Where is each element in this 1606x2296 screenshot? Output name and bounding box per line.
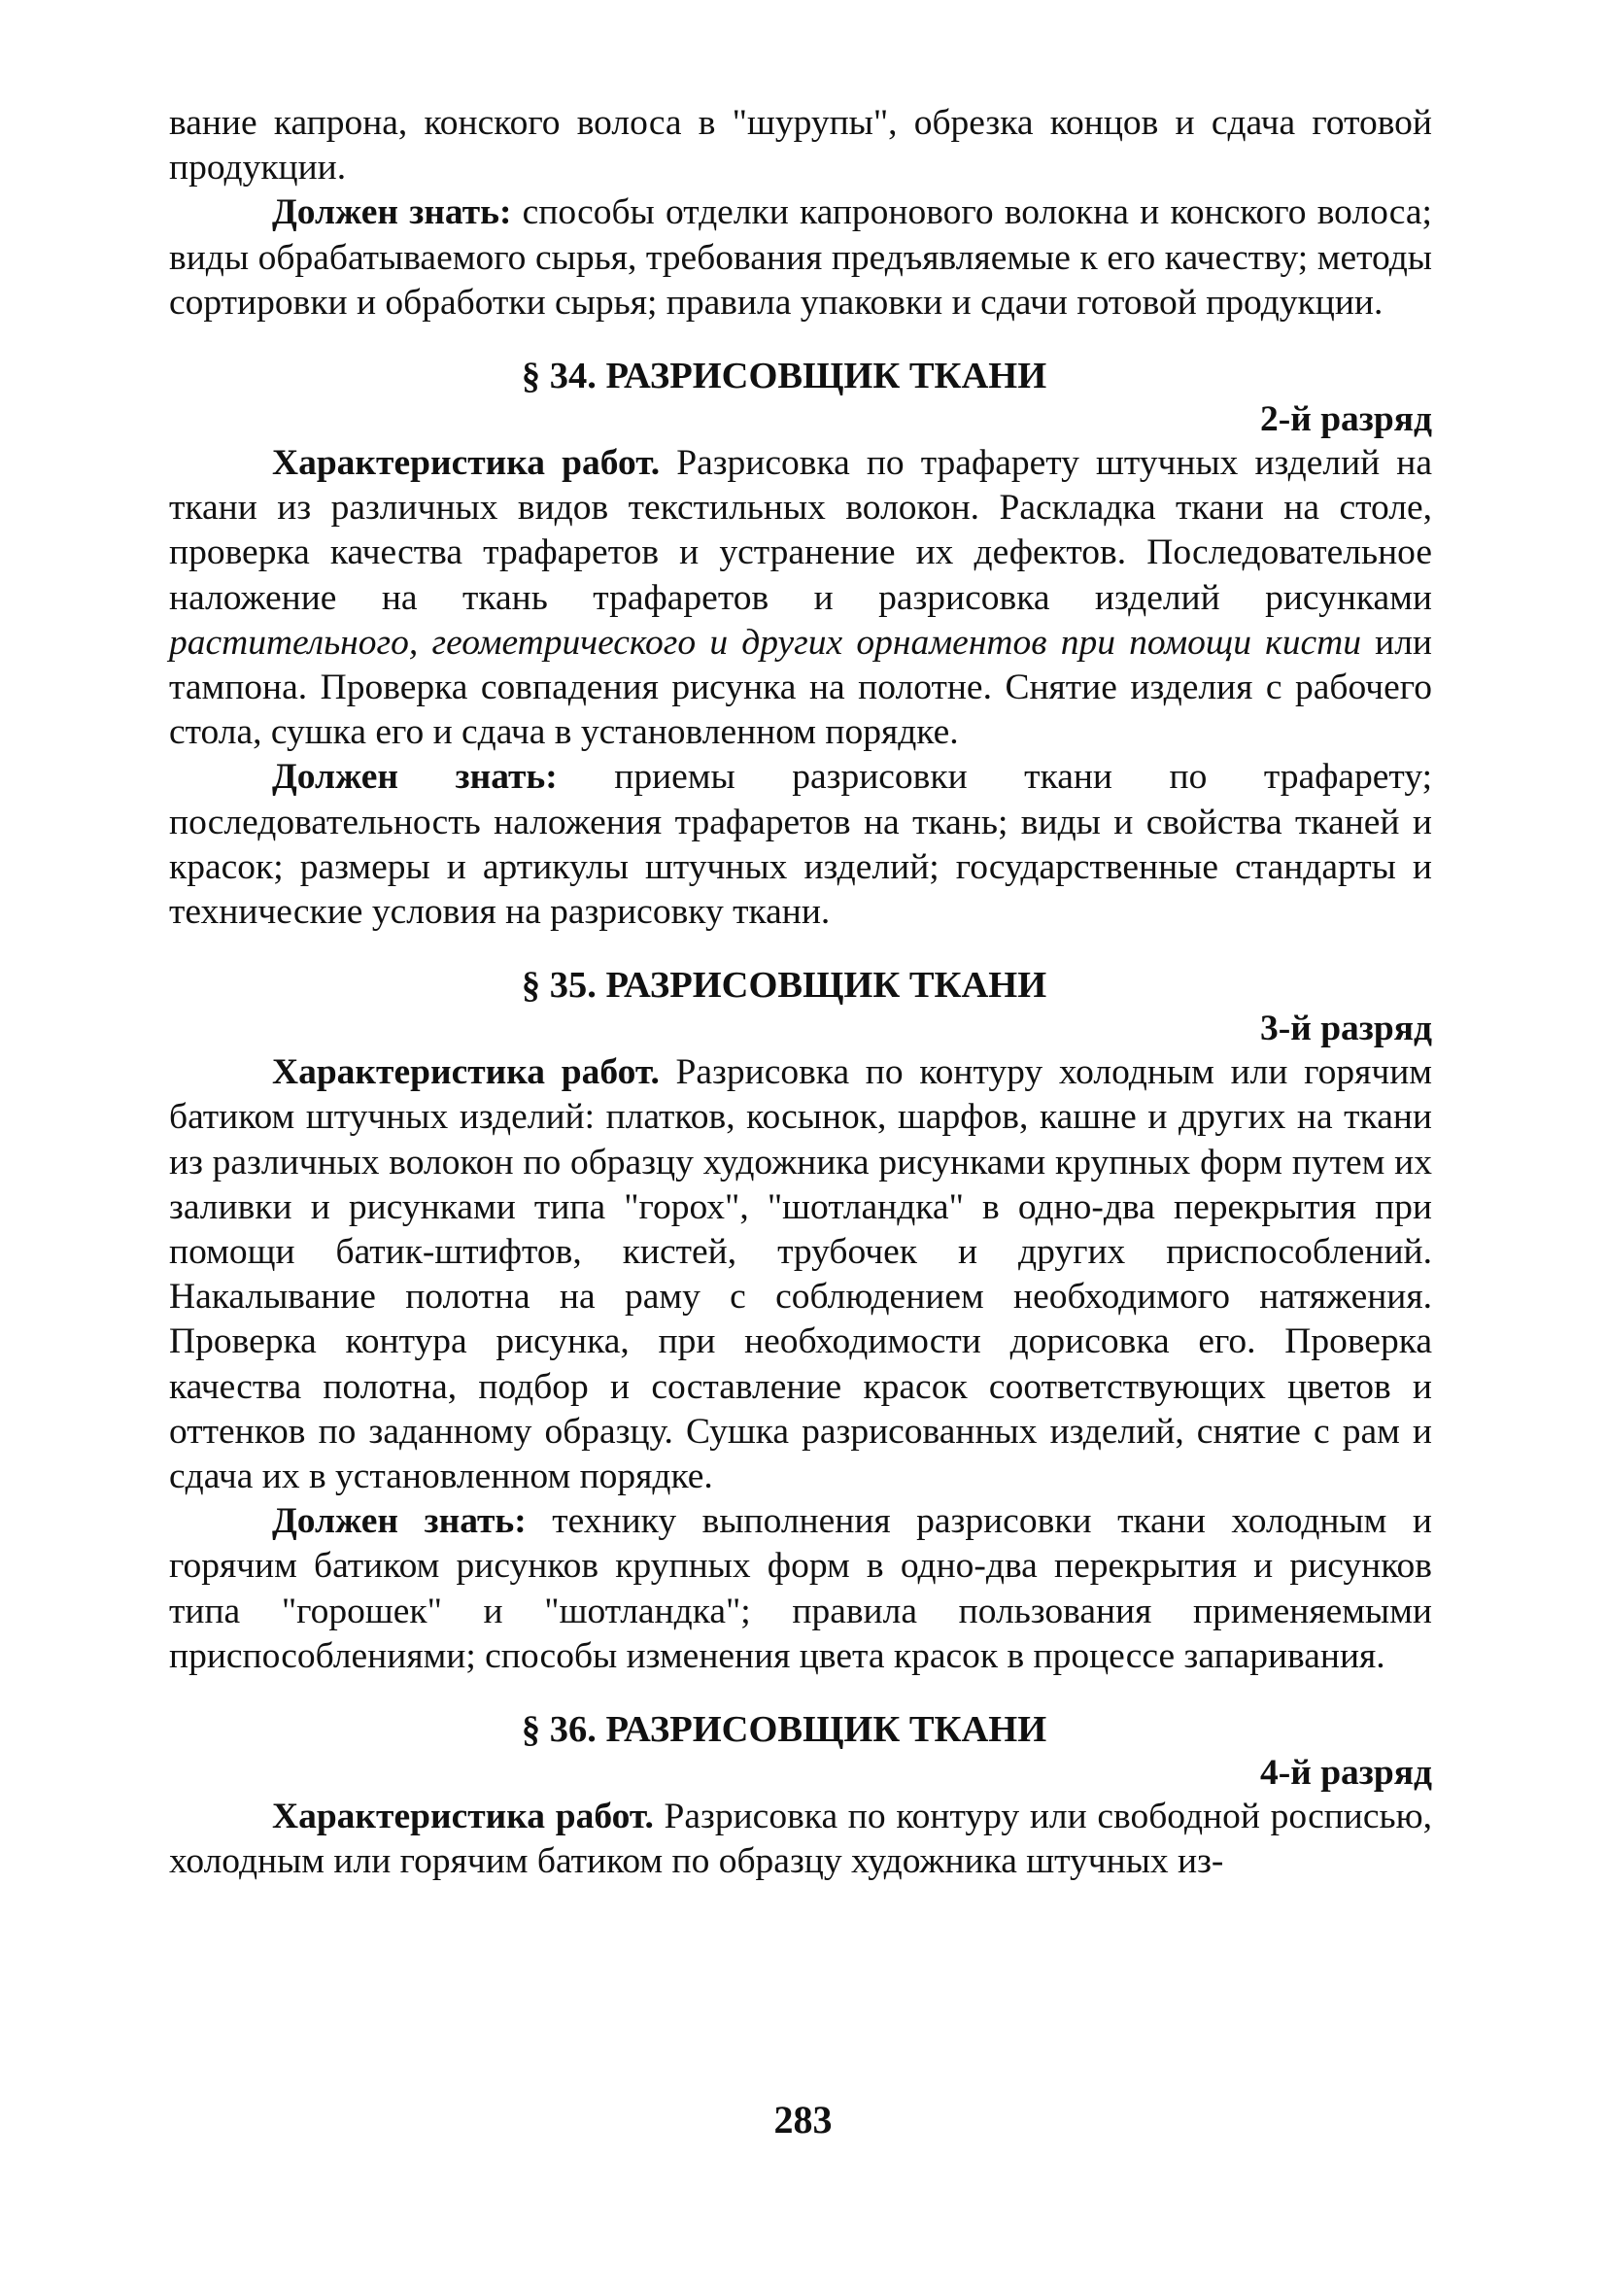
section-34-knowledge: [169, 755, 1432, 935]
section-spacer: [169, 1679, 1432, 1707]
section-34-knowledge-label: Должен знать:: [272, 757, 558, 798]
section-34-characteristics-text-b: или тампона. Проверка совпадения рисунка на полотне. Снятие изделия с рабочего стола, сушка его и сдача в установленном порядке.: [169, 622, 1432, 753]
section-34-rank: 2-й разряд: [1259, 399, 1432, 440]
section-35-knowledge: [169, 1499, 1432, 1679]
section-spacer: [169, 935, 1432, 963]
intro-knowledge-paragraph: [169, 190, 1432, 326]
intro-text: вание капрона, конского волоса в "шурупы", обрезка концов и сдача готовой продукции.: [169, 103, 1432, 188]
section-36-heading: § 36. РАЗРИСОВЩИК ТКАНИ: [521, 1709, 1047, 1751]
section-spacer: [169, 326, 1432, 354]
section-36-characteristics-text: Разрисовка по контуру или свободной росписью, холодным или горячим батиком по образцу художника штучных из-: [169, 1797, 1433, 1882]
section-35-knowledge-text: технику выполнения разрисовки ткани холодным и горячим батиком рисунков крупных форм в одно-два перекрытия и рисунков типа "горошек" и "шотландка"; правила пользования применяемыми приспособлениями; способы изменения цвета красок в процессе запаривания.: [169, 1501, 1432, 1676]
section-34-characteristics-label: Характеристика работ.: [272, 443, 661, 484]
intro-knowledge-label: Должен знать:: [272, 192, 512, 233]
section-35-heading: § 35. РАЗРИСОВЩИК ТКАНИ: [521, 965, 1047, 1007]
section-35-characteristics: [169, 1050, 1432, 1499]
section-34-characteristics-italic: растительного, геометрического и других орнаментов при помощи кисти: [169, 622, 1361, 663]
section-36-rank: 4-й разряд: [1259, 1753, 1432, 1794]
intro-knowledge-text: способы отделки капронового волокна и конского волоса; виды обрабатываемого сырья, требования предъявляемые к его качеству; методы сортировки и обработки сырья; правила упаковки и сдачи готовой продукции.: [169, 192, 1432, 323]
section-34-characteristics-text-a: Разрисовка по трафарету штучных изделий на ткани из различных видов текстильных волокон. Раскладка ткани на столе, проверка качества трафаретов и устранение их дефектов. Последовательное наложение на ткань трафаретов и разрисовка изделий рисунками: [169, 443, 1432, 618]
section-35-rank: 3-й разряд: [1259, 1009, 1432, 1049]
section-36-characteristics-label: Характеристика работ.: [272, 1797, 654, 1837]
section-34-heading: § 34. РАЗРИСОВЩИК ТКАНИ: [521, 356, 1047, 397]
section-35-characteristics-label: Характеристика работ.: [272, 1052, 660, 1093]
intro-paragraph: [169, 101, 1432, 190]
section-35-knowledge-label: Должен знать:: [272, 1501, 527, 1542]
section-35-characteristics-text: Разрисовка по контуру холодным или горячим батиком штучных изделий: платков, косынок, шарфов, кашне и других на ткани из различных волокон по образцу художника рисунками крупных форм путем их заливки и рисунками типа "горох", "шотландка" в одно-два перекрытия при помощи батик-штифтов, кистей, трубочек и других приспособлений. Накалывание полотна на раму с соблюдением необходимого натяжения. Проверка контура рисунка, при необходимости дорисовка его. Проверка качества полотна, подбор и составление красок соответствующих цветов и оттенков по заданному образцу. Сушка разрисованных изделий, снятие с рам и сдача их в установленном порядке.: [169, 1052, 1432, 1497]
section-34-knowledge-text: приемы разрисовки ткани по трафарету; последовательность наложения трафаретов на ткань; виды и свойства тканей и красок; размеры и артикулы штучных изделий; государственные стандарты и технические условия на разрисовку ткани.: [169, 757, 1432, 933]
section-34-characteristics: [169, 441, 1432, 755]
page-number: 283: [773, 2098, 833, 2142]
page-body: [169, 101, 1432, 1885]
section-36-characteristics: [169, 1795, 1432, 1884]
